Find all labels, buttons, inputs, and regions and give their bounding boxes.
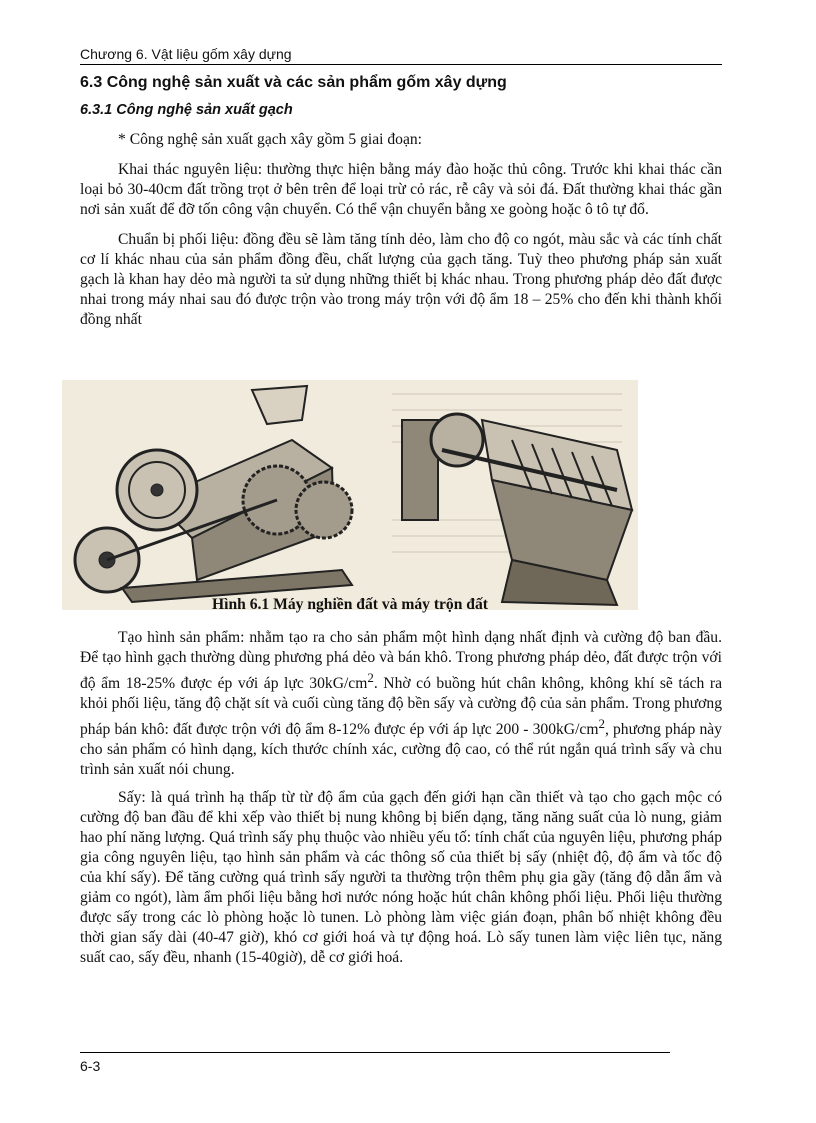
running-header: Chương 6. Vật liệu gốm xây dựng — [80, 46, 722, 65]
footer-rule — [80, 1052, 670, 1053]
machine-illustration — [62, 380, 638, 610]
forming-sup-1: 2 — [367, 670, 374, 685]
section-title: 6.3 Công nghệ sản xuất và các sản phẩm gốm xây dựng — [80, 74, 507, 91]
paragraph-drying: Sấy: là quá trình hạ thấp từ từ độ ẩm của gạch đến giới hạn cần thiết và tạo cho gạch mộc có cường độ ban đầu để khi xếp vào thiết bị nung không bị biến dạng, tăng năng suất của lò nung, giảm hao phí năng lượng. Quá trình sấy phụ thuộc vào nhiều yếu tố: tính chất của nguyên liệu, phương pháp gia công nguyên liệu, tạo hình sản phẩm và các thông số của thiết bị sấy (nhiệt độ, độ ẩm và tốc độ của khí sấy). Để tăng cường quá trình sấy người ta thường trộn thêm phụ gia gầy (tăng độ dẫn ẩm và giảm co ngót), làm ẩm phối liệu bằng hơi nước nóng hoặc hút chân không phối liệu. Phối liệu thường được sấy trong các lò phòng hoặc lò tunen. Lò phòng làm việc gián đoạn, phân bố nhiệt không đều thời gian sấy dài (40-47 giờ), khó cơ giới hoá và tự động hoá. Lò sấy tunen làm việc liên tục, năng suất cao, sấy đều, nhanh (15-40giờ), dễ cơ giới hoá. — [80, 789, 722, 967]
paragraph-extraction: Khai thác nguyên liệu: thường thực hiện bằng máy đào hoặc thủ công. Trước khi khai thác cần loại bỏ 30-40cm đất trồng trọt ở bên trên để loại trừ cỏ rác, rễ cây và sỏi đá. Đất thường khai thác gần nơi sản xuất để đỡ tốn công vận chuyển. Có thể vận chuyển bằng xe goòng hoặc ô tô tự đổ. — [80, 161, 722, 218]
forming-text-c: , phương pháp này cho sản phẩm có hình dạng, kích thước chính xác, cường độ cao, có thể rút ngắn quá trình sấy và chu trình sản xuất nói chung. — [80, 721, 722, 779]
forming-text-b: . Nhờ có buồng hút chân không, không khí sẽ tách ra khỏi phối liệu, tăng độ chặt sít và cuối cùng tăng độ bền sấy và cường độ của sản phẩm. Trong phương pháp bán khô: đất được trộn với độ ẩm 8-12% được ép với áp lực 200 - 300kG/cm — [80, 675, 722, 739]
paragraph-intro: * Công nghệ sản xuất gạch xây gồm 5 giai đoạn: — [118, 131, 423, 148]
forming-sup-2: 2 — [598, 716, 605, 732]
body-text — [80, 628, 722, 968]
paragraph-forming — [80, 628, 722, 780]
page-number: 6-3 — [80, 1058, 101, 1074]
forming-text-a: Tạo hình sản phẩm: nhằm tạo ra cho sản phẩm một hình dạng nhất định và cường độ ban đầu. Để tạo hình gạch thường dùng phương phá dẻo và bán khô. Trong phương pháp dẻo, đất được trộn với độ ẩm 18-25% được ép với áp lực 30kG/cm — [80, 629, 722, 693]
subsection-title: 6.3.1 Công nghệ sản xuất gạch — [80, 102, 293, 118]
intro-text — [80, 130, 722, 330]
figure-caption: Hình 6.1 Máy nghiền đất và máy trộn đất — [212, 596, 488, 613]
paragraph-preparation: Chuẩn bị phối liệu: đồng đều sẽ làm tăng tính dẻo, làm cho độ co ngót, màu sắc và các tính chất cơ lí khác nhau của sản phẩm đồng đều, chất lượng của gạch tăng. Tuỳ theo phương pháp sản xuất gạch là khan hay dẻo mà người ta sử dụng những thiết bị khác nhau. Trong phương pháp dẻo đất được nhai trong máy nhai sau đó được trộn vào trong máy trộn với độ ẩm 18 – 25% cho đến khi thành khối đồng nhất — [80, 231, 722, 328]
figure-machines — [62, 380, 638, 610]
